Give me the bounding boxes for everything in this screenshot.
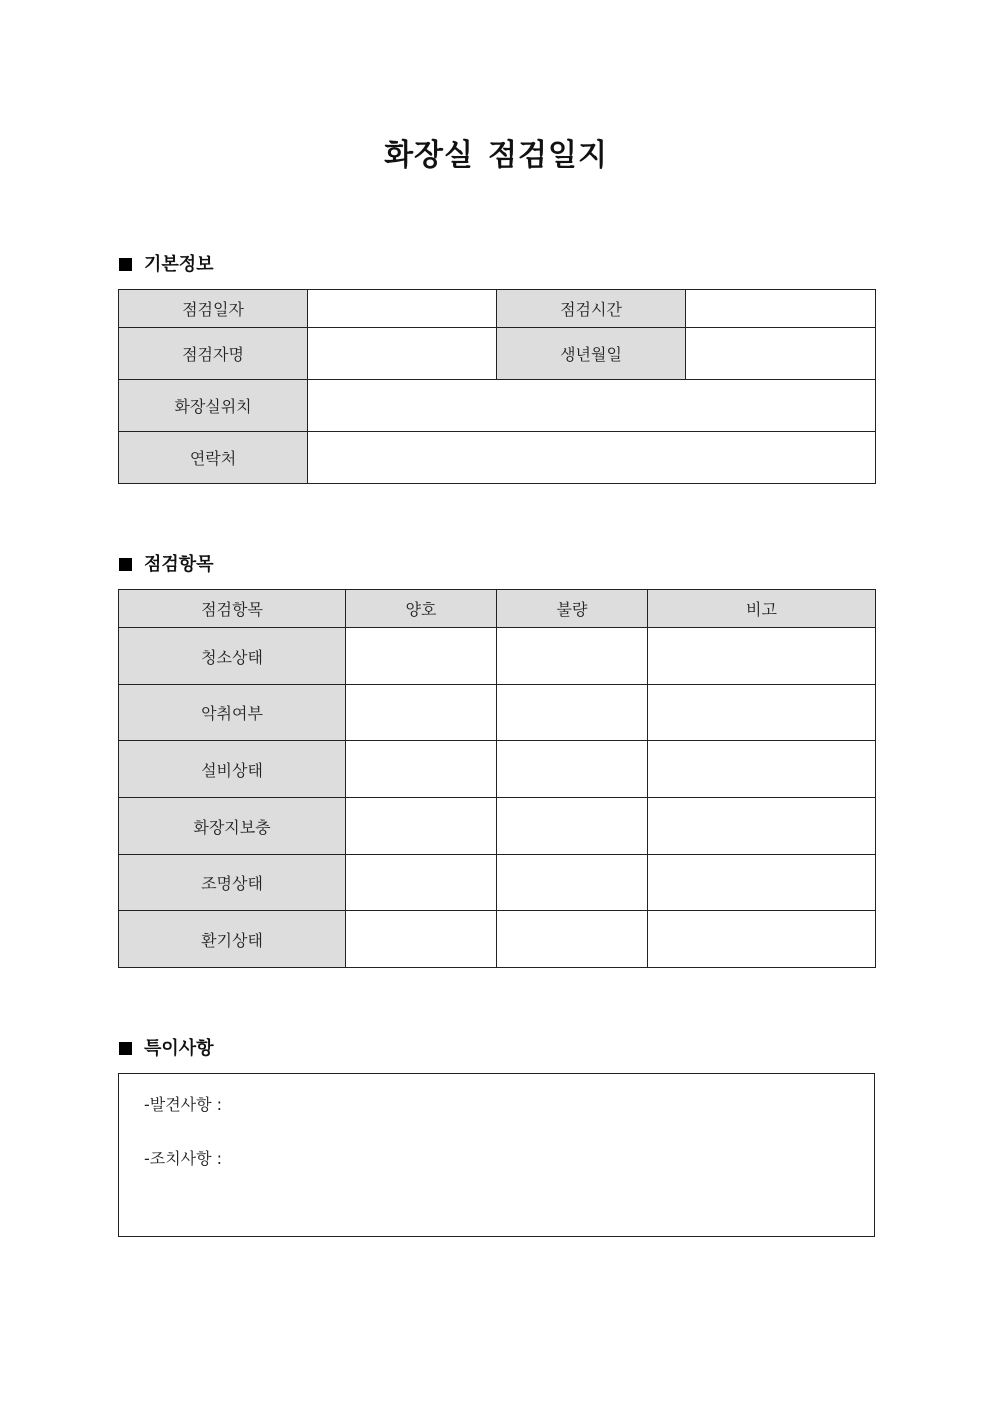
title-part-2: 점검일지 xyxy=(488,138,608,173)
good-cell[interactable] xyxy=(346,855,497,911)
birth-date-field[interactable] xyxy=(686,328,876,380)
birth-date-label: 생년월일 xyxy=(497,328,686,380)
section-heading-remarks xyxy=(119,1037,214,1061)
column-header-good: 양호 xyxy=(346,590,497,628)
section-heading-label: 특이사항 xyxy=(144,1038,214,1059)
note-cell[interactable] xyxy=(648,685,876,741)
table-row xyxy=(119,798,876,855)
square-bullet-icon xyxy=(119,558,132,571)
inspector-name-label: 점검자명 xyxy=(119,328,308,380)
inspection-time-field[interactable] xyxy=(686,290,876,328)
actions-label: -조치사항 : xyxy=(144,1149,223,1168)
inspection-date-field[interactable] xyxy=(308,290,497,328)
contact-field[interactable] xyxy=(308,432,876,484)
good-cell[interactable] xyxy=(346,685,497,741)
good-cell[interactable] xyxy=(346,741,497,798)
table-row xyxy=(119,432,876,484)
square-bullet-icon xyxy=(119,258,132,271)
checklist-table xyxy=(118,589,876,968)
section-heading-label: 점검항목 xyxy=(144,554,214,575)
note-cell[interactable] xyxy=(648,798,876,855)
inspection-date-label: 점검일자 xyxy=(119,290,308,328)
table-row xyxy=(119,290,876,328)
basic-info-table xyxy=(118,289,876,484)
section-heading-label: 기본정보 xyxy=(144,254,214,275)
table-row xyxy=(119,380,876,432)
square-bullet-icon xyxy=(119,1042,132,1055)
note-cell[interactable] xyxy=(648,855,876,911)
bad-cell[interactable] xyxy=(497,911,648,968)
remarks-box[interactable] xyxy=(118,1073,875,1237)
title-part-1: 화장실 xyxy=(384,138,475,173)
row-label-cleaning: 청소상태 xyxy=(119,628,346,685)
bad-cell[interactable] xyxy=(497,685,648,741)
bad-cell[interactable] xyxy=(497,741,648,798)
section-heading-basic-info xyxy=(119,253,214,277)
good-cell[interactable] xyxy=(346,798,497,855)
column-header-note: 비고 xyxy=(648,590,876,628)
row-label-odor: 악취여부 xyxy=(119,685,346,741)
row-label-lighting: 조명상태 xyxy=(119,855,346,911)
inspection-time-label: 점검시간 xyxy=(497,290,686,328)
section-heading-checklist xyxy=(119,553,214,577)
restroom-location-field[interactable] xyxy=(308,380,876,432)
note-cell[interactable] xyxy=(648,628,876,685)
bad-cell[interactable] xyxy=(497,628,648,685)
table-row xyxy=(119,628,876,685)
restroom-location-label: 화장실위치 xyxy=(119,380,308,432)
row-label-facilities: 설비상태 xyxy=(119,741,346,798)
row-label-ventilation: 환기상태 xyxy=(119,911,346,968)
page-title xyxy=(0,134,992,178)
bad-cell[interactable] xyxy=(497,855,648,911)
table-row xyxy=(119,911,876,968)
table-row xyxy=(119,741,876,798)
row-label-tissue-refill: 화장지보충 xyxy=(119,798,346,855)
table-row xyxy=(119,685,876,741)
inspector-name-field[interactable] xyxy=(308,328,497,380)
table-header-row xyxy=(119,590,876,628)
note-cell[interactable] xyxy=(648,911,876,968)
column-header-bad: 불량 xyxy=(497,590,648,628)
table-row xyxy=(119,855,876,911)
findings-label: -발견사항 : xyxy=(144,1095,223,1114)
good-cell[interactable] xyxy=(346,628,497,685)
note-cell[interactable] xyxy=(648,741,876,798)
good-cell[interactable] xyxy=(346,911,497,968)
contact-label: 연락처 xyxy=(119,432,308,484)
table-row xyxy=(119,328,876,380)
bad-cell[interactable] xyxy=(497,798,648,855)
column-header-item: 점검항목 xyxy=(119,590,346,628)
